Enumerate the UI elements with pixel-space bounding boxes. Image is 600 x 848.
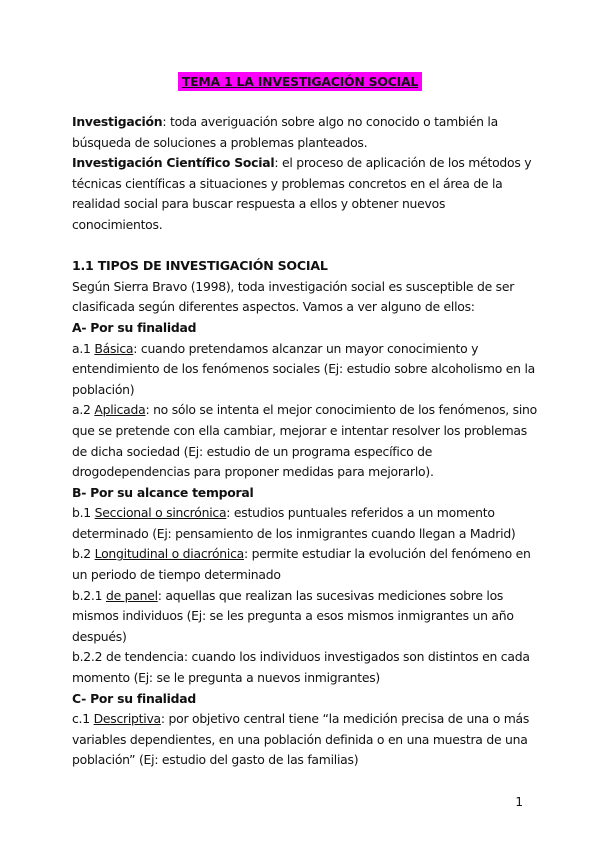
page-number: 1 <box>515 795 523 809</box>
item-text: : no sólo se intenta el mejor conocimiento de los fenómenos, sino que se pretende con ella cambiar, mejorar e intentar resolver los problemas de dicha sociedad (Ej: estudio de un programa específico de drogodependencias para proponer medidas para mejorarlo). <box>72 402 537 480</box>
item-term: Longitudinal o diacrónica <box>94 546 244 562</box>
item-c1 <box>72 709 537 771</box>
item-term: Seccional o sincrónica <box>94 505 227 521</box>
item-prefix: a.1 <box>72 340 95 356</box>
item-b22: b.2.2 de tendencia: cuando los individuos investigados son distintos en cada momento (Ej: se le pregunta a nuevos inmigrantes) <box>72 649 530 686</box>
item-text: : cuando pretendamos alcanzar un mayor conocimiento y entendimiento de los fenómenos sociales (Ej: estudio sobre alcoholismo en la población) <box>72 340 535 397</box>
page-title: TEMA 1 LA INVESTIGACIÓN SOCIAL <box>178 72 422 91</box>
term-investigacion: Investigación <box>72 114 163 129</box>
section-lead: Según Sierra Bravo (1998), toda investigación social es susceptible de ser clasificada según diferentes aspectos. Vamos a ver alguno de ellos: <box>72 278 515 315</box>
item-text: : por objetivo central tiene “la medición precisa de una o más variables dependientes, en una población definida o en una muestra de una población” (Ej: estudio del gasto de las familias) <box>72 711 530 768</box>
item-term: Descriptiva <box>93 711 161 727</box>
item-term: de panel <box>105 587 158 603</box>
item-prefix: a.2 <box>72 402 95 418</box>
definition-investigacion <box>72 112 537 153</box>
subheading-a: A- Por su finalidad <box>72 319 197 335</box>
item-b21 <box>72 586 537 648</box>
item-term: Aplicada <box>94 402 146 418</box>
definition-investigacion-cientifico-social <box>72 153 537 235</box>
item-term: Básica <box>94 340 134 356</box>
definition-text: : toda averiguación sobre algo no conocido o también la búsqueda de soluciones a problemas planteados. <box>72 114 498 150</box>
item-text: : estudios puntuales referidos a un momento determinado (Ej: pensamiento de los inmigrantes cuando llegan a Madrid) <box>72 505 516 541</box>
subheading-c: C- Por su finalidad <box>72 690 197 706</box>
item-prefix: b.2 <box>72 546 95 562</box>
title-container <box>0 71 600 91</box>
item-text: : permite estudiar la evolución del fenómeno en un periodo de tiempo determinado <box>72 546 531 583</box>
subheading-b: B- Por su alcance temporal <box>72 484 254 500</box>
definition-text: : el proceso de aplicación de los métodos y técnicas científicas a situaciones y problemas concretos en el área de la realidad social para buscar respuesta a ellos y obtener nuevos conocimientos. <box>72 155 532 232</box>
term-investigacion-cientifico-social: Investigación Científico Social <box>72 155 275 171</box>
item-b2 <box>72 544 537 585</box>
item-b1 <box>72 503 537 544</box>
item-prefix: c.1 <box>72 711 94 727</box>
spacer <box>72 236 537 257</box>
item-a2 <box>72 400 537 482</box>
item-a1 <box>72 339 537 401</box>
item-prefix: b.2.1 <box>72 587 106 603</box>
item-prefix: b.1 <box>72 505 95 521</box>
document-body <box>72 112 537 771</box>
item-text: : aquellas que realizan las sucesivas mediciones sobre los mismos individuos (Ej: se les pregunta a esos mismos inmigrantes un año después) <box>72 587 514 644</box>
section-heading: 1.1 TIPOS DE INVESTIGACIÓN SOCIAL <box>72 258 328 274</box>
